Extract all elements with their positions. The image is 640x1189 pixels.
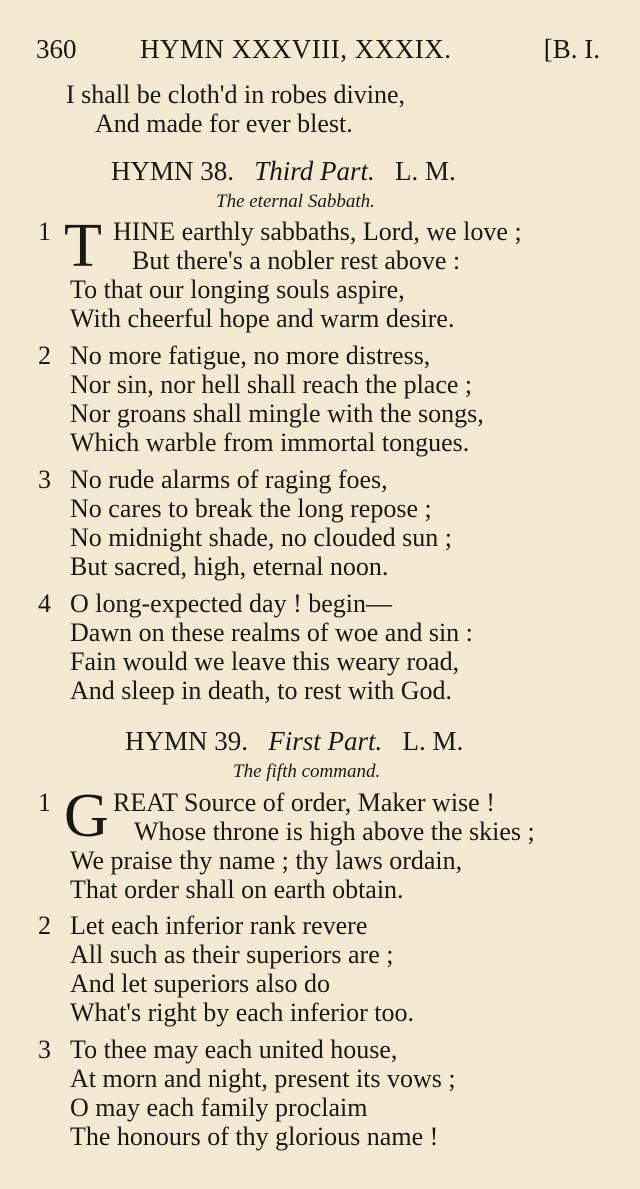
verse-line: No midnight shade, no clouded sun ; bbox=[70, 523, 453, 552]
verse-line: Fain would we leave this weary road, bbox=[70, 647, 460, 676]
verse-line: No more fatigue, no more distress, bbox=[70, 341, 431, 370]
hymn-meter: L. M. bbox=[402, 726, 464, 756]
hymn-38-heading bbox=[111, 155, 456, 187]
hymn-meter: L. M. bbox=[395, 156, 456, 186]
verse-line: Nor groans shall mingle with the songs, bbox=[70, 399, 484, 428]
stanza-number: 3 bbox=[38, 1035, 51, 1064]
continuation-line: I shall be cloth'd in robes divine, bbox=[66, 80, 406, 109]
verse-line: To thee may each united house, bbox=[70, 1035, 398, 1064]
verse-line: But sacred, high, eternal noon. bbox=[70, 552, 389, 581]
hymn-number: HYMN 38. bbox=[111, 156, 235, 186]
verse-line: To that our longing souls aspire, bbox=[70, 275, 405, 304]
stanza-number: 4 bbox=[38, 589, 51, 618]
hymn-39-heading bbox=[125, 725, 463, 757]
verse-line: The honours of thy glorious name ! bbox=[70, 1122, 439, 1151]
verse-line: All such as their superiors are ; bbox=[70, 940, 394, 969]
verse-line: Dawn on these realms of woe and sin : bbox=[70, 618, 473, 647]
continuation-line: And made for ever blest. bbox=[95, 109, 353, 138]
verse-line: Let each inferior rank revere bbox=[70, 911, 368, 940]
verse-line: Nor sin, nor hell shall reach the place ; bbox=[70, 370, 473, 399]
verse-line: Whose throne is high above the skies ; bbox=[134, 817, 535, 846]
drop-cap-letter: T bbox=[64, 212, 102, 280]
hymn-39-subtitle: The fifth command. bbox=[233, 761, 381, 782]
verse-line: No rude alarms of raging foes, bbox=[70, 465, 388, 494]
verse-line: REAT Source of order, Maker wise ! bbox=[113, 788, 495, 817]
running-title: HYMN XXXVIII, XXXIX. bbox=[140, 34, 452, 64]
stanza-number: 1 bbox=[38, 217, 51, 246]
stanza-number: 2 bbox=[38, 911, 51, 940]
verse-line: No cares to break the long repose ; bbox=[70, 494, 432, 523]
verse-line: HINE earthly sabbaths, Lord, we love ; bbox=[113, 217, 522, 246]
verse-line: At morn and night, present its vows ; bbox=[70, 1064, 456, 1093]
verse-line: Which warble from immortal tongues. bbox=[70, 428, 470, 457]
stanza-number: 2 bbox=[38, 341, 51, 370]
hymn-part: First Part. bbox=[268, 726, 383, 756]
hymn-38-subtitle: The eternal Sabbath. bbox=[216, 191, 375, 212]
verse-line: And let superiors also do bbox=[70, 969, 330, 998]
verse-line: And sleep in death, to rest with God. bbox=[70, 676, 452, 705]
stanza-number: 3 bbox=[38, 465, 51, 494]
hymn-part: Third Part. bbox=[254, 156, 375, 186]
stanza-number: 1 bbox=[38, 788, 51, 817]
verse-line: But there's a nobler rest above : bbox=[132, 246, 461, 275]
hymn-number: HYMN 39. bbox=[125, 726, 249, 756]
verse-line: That order shall on earth obtain. bbox=[70, 875, 404, 904]
running-header bbox=[36, 34, 600, 68]
verse-line: O long-expected day ! begin— bbox=[70, 589, 393, 618]
verse-line: With cheerful hope and warm desire. bbox=[70, 304, 455, 333]
verse-line: O may each family proclaim bbox=[70, 1093, 368, 1122]
drop-cap-letter: G bbox=[64, 782, 109, 850]
page-number: 360 bbox=[36, 34, 77, 64]
verse-line: We praise thy name ; thy laws ordain, bbox=[70, 846, 463, 875]
book-marker: [B. I. bbox=[543, 34, 600, 64]
verse-line: What's right by each inferior too. bbox=[70, 998, 415, 1027]
